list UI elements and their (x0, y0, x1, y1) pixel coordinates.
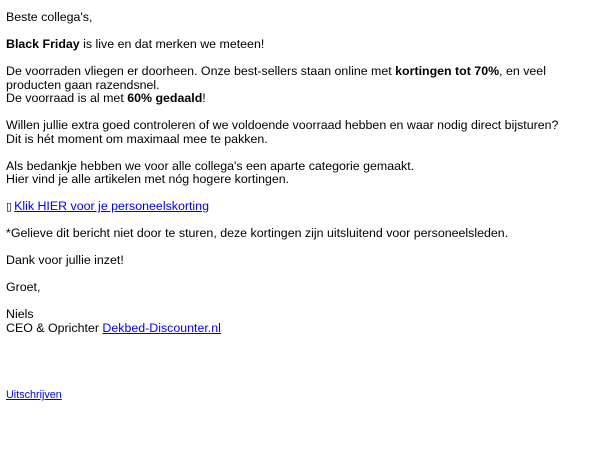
sign-off: Groet, (6, 280, 41, 294)
closing-thanks: Dank voor jullie inzet! (6, 253, 124, 267)
intro-paragraph (6, 38, 596, 52)
check-line-2: Dit is hét moment om maximaal mee te pakken. (6, 131, 268, 146)
missing-glyph-icon: ▯ (6, 200, 13, 213)
stock-text-2: , en veel producten gaan razendsnel. (6, 64, 546, 92)
unsubscribe-link[interactable]: Uitschrijven (6, 389, 62, 401)
disclaimer: *Gelieve dit bericht niet door te sturen, deze kortingen zijn uitsluitend voor personeelsleden. (6, 226, 509, 240)
email-body (6, 11, 596, 349)
check-line-1: Willen jullie extra goed controleren of we voldoende voorraad hebben en waar nodig direct bijsturen? (6, 118, 559, 132)
signature (6, 308, 596, 335)
company-link[interactable]: Dekbed-Discounter.nl (102, 320, 221, 335)
thanks-paragraph (6, 160, 596, 187)
signature-role: CEO & Oprichter (6, 320, 103, 335)
stock-drop-bold: 60% gedaald (127, 91, 203, 105)
greeting: Beste collega's, (6, 10, 93, 24)
cta-paragraph (6, 200, 596, 214)
thanks-line-2: Hier vind je alle artikelen met nóg hogere kortingen. (6, 172, 290, 186)
intro-bold: Black Friday (6, 37, 80, 51)
thanks-line-1: Als bedankje hebben we voor alle collega's een aparte categorie gemaakt. (6, 158, 415, 173)
stock-paragraph (6, 65, 596, 106)
staff-discount-link[interactable]: Klik HIER voor je personeelskorting (14, 199, 209, 213)
stock-text-3: De voorraad is al met (6, 91, 128, 105)
stock-text-4: ! (202, 91, 206, 105)
check-paragraph (6, 119, 596, 146)
discount-bold: kortingen tot 70% (395, 64, 500, 78)
intro-text: is live en dat merken we meteen! (79, 37, 265, 51)
stock-text-1: De voorraden vliegen er doorheen. Onze best-sellers staan online met (6, 64, 396, 78)
signature-name: Niels (6, 307, 34, 321)
